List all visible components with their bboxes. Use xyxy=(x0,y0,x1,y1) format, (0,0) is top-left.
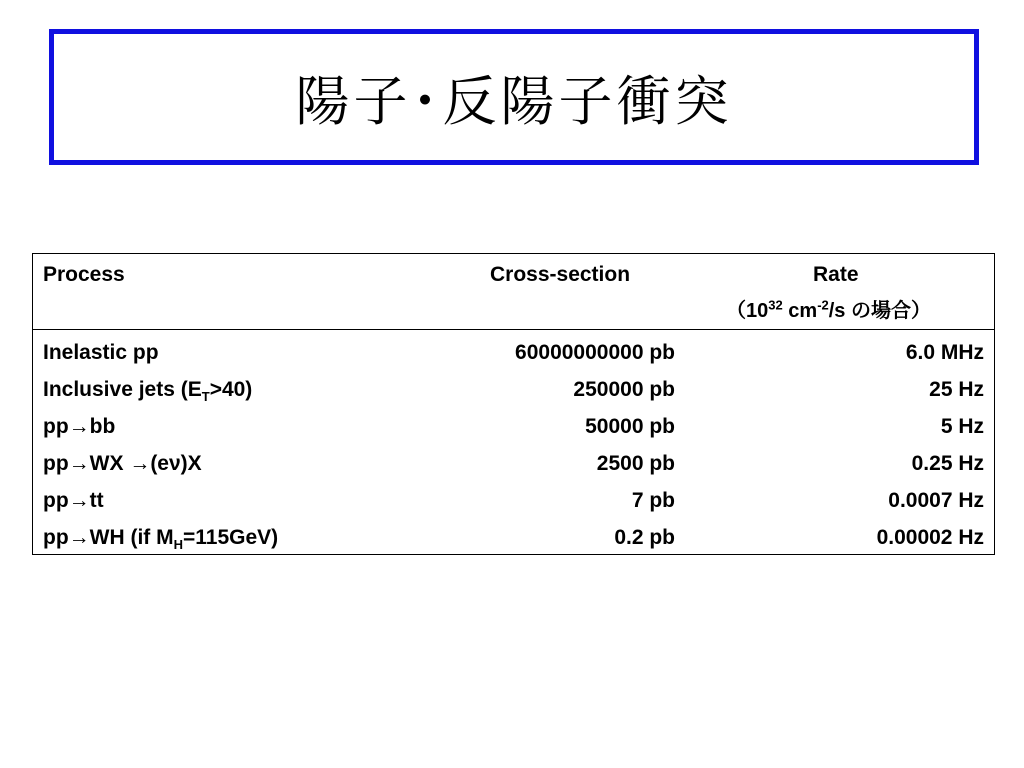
row-cross-section: 0.2 pb xyxy=(614,526,675,549)
row-cross-section: 60000000000 pb xyxy=(515,341,675,364)
table-row xyxy=(33,515,994,552)
row-process xyxy=(43,525,278,551)
header-process: Process xyxy=(43,263,125,286)
table-header-row xyxy=(33,254,994,330)
table-body xyxy=(33,330,994,552)
row-cross-section: 7 pb xyxy=(631,489,675,512)
row-rate: 0.25 Hz xyxy=(911,452,984,475)
row-process: Inelastic pp xyxy=(43,341,159,364)
row-process: pp→WX →(eν)X xyxy=(43,452,202,475)
row-process: pp→bb xyxy=(43,415,116,438)
table-row xyxy=(33,367,994,404)
cross-section-table xyxy=(32,253,995,555)
header-rate-unit xyxy=(726,298,931,324)
row-cross-section: 2500 pb xyxy=(596,452,675,475)
table-row xyxy=(33,330,994,367)
row-rate: 6.0 MHz xyxy=(905,341,984,364)
rate-unit-close: /s の場合） xyxy=(828,300,931,322)
table-row xyxy=(33,478,994,515)
slide-title: 陽子･反陽子衝突 xyxy=(295,69,733,133)
process-text: pp→WH (if M xyxy=(43,526,174,549)
header-cross-section: Cross-section xyxy=(490,263,631,286)
rate-unit-exponent-minus2: -2 xyxy=(817,297,829,313)
table-row xyxy=(33,441,994,478)
row-process xyxy=(43,377,252,403)
process-text: Inclusive jets (E xyxy=(43,378,202,401)
header-rate: Rate xyxy=(813,263,859,286)
row-rate: 5 Hz xyxy=(940,415,984,438)
process-subscript: H xyxy=(173,537,184,553)
row-rate: 25 Hz xyxy=(929,378,984,401)
rate-unit-exponent-32: 32 xyxy=(768,297,783,313)
row-rate: 0.00002 Hz xyxy=(876,526,984,549)
row-cross-section: 50000 pb xyxy=(585,415,675,438)
table-row xyxy=(33,404,994,441)
rate-unit-cm: cm xyxy=(782,300,818,322)
row-process: pp→tt xyxy=(43,489,104,512)
rate-unit-open: （10 xyxy=(726,300,769,322)
process-text-tail: =115GeV) xyxy=(183,526,279,549)
process-subscript: T xyxy=(201,389,210,405)
row-cross-section: 250000 pb xyxy=(573,378,675,401)
slide-title-box xyxy=(49,29,979,165)
row-rate: 0.0007 Hz xyxy=(888,489,984,512)
process-text-tail: >40) xyxy=(209,378,253,401)
